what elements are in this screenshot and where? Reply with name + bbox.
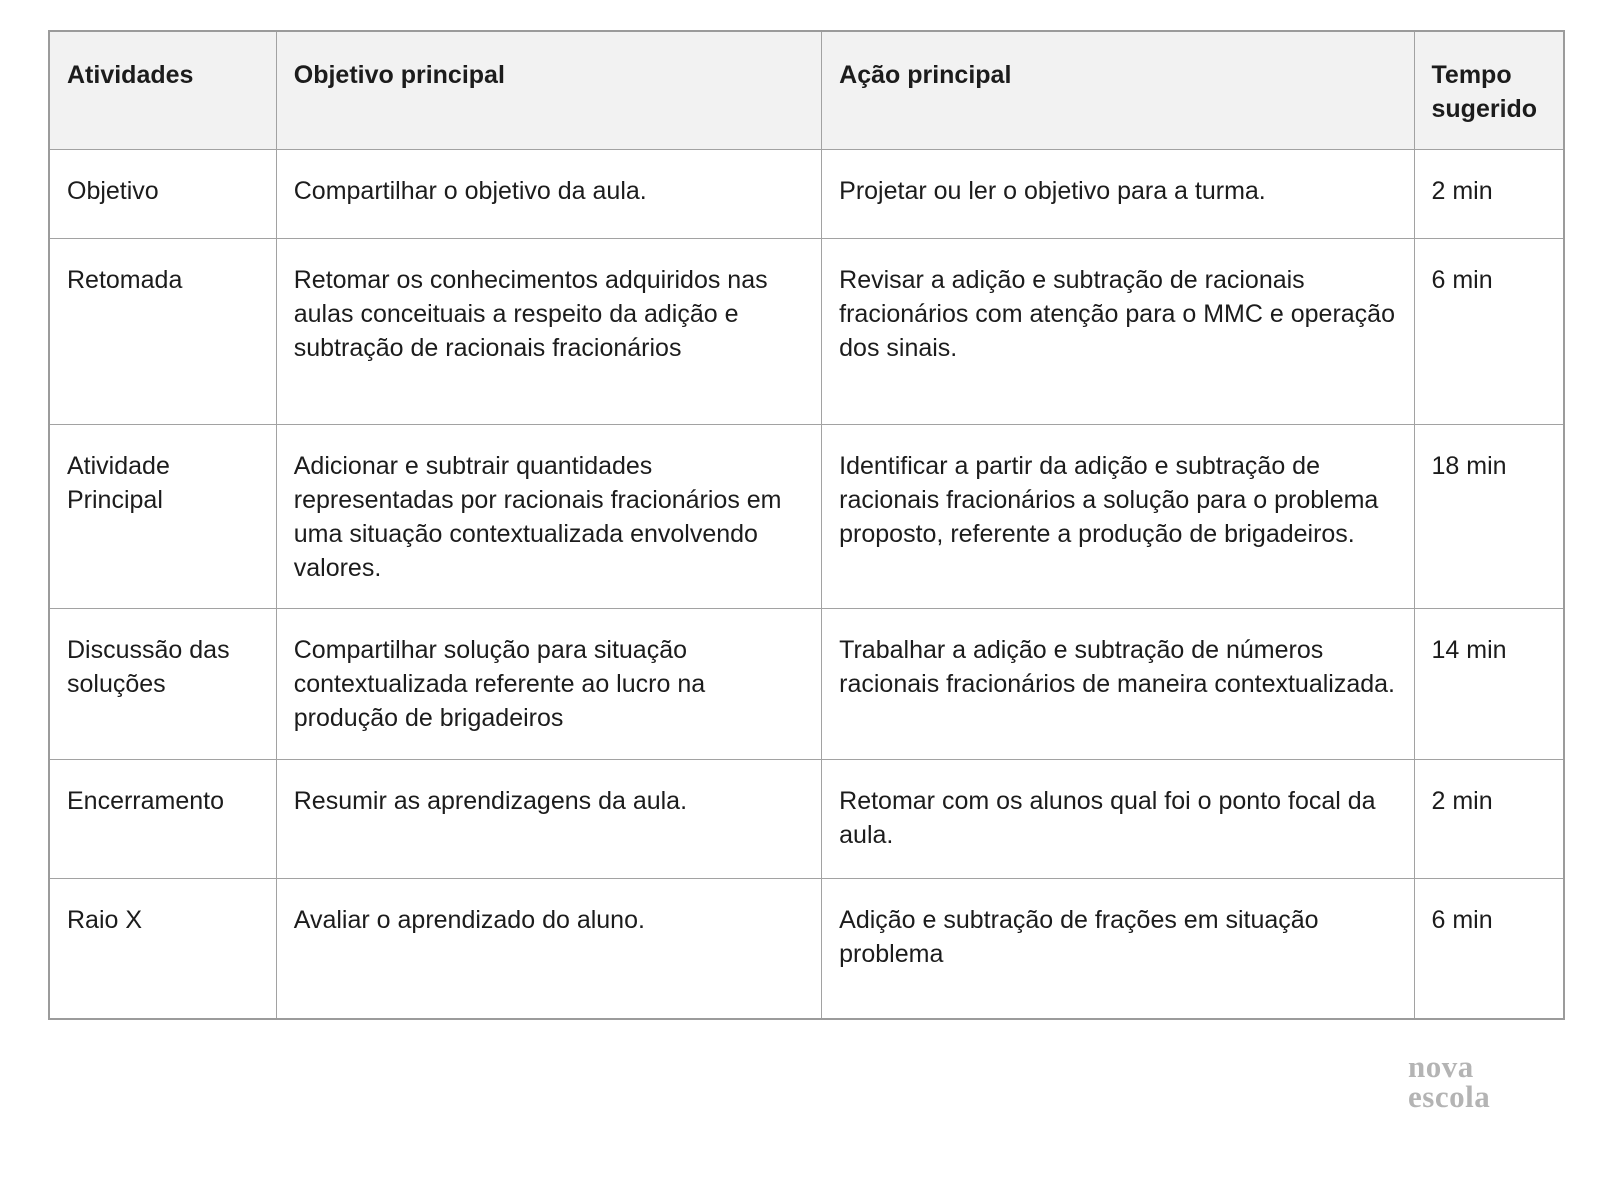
lesson-plan-table-container [48, 30, 1565, 1020]
cell-tempo: 6 min [1414, 878, 1564, 1019]
cell-atividade: Atividade Principal [49, 424, 276, 608]
cell-acao: Trabalhar a adição e subtração de números racionais fracionários de maneira contextualizada. [822, 608, 1414, 759]
cell-tempo: 2 min [1414, 759, 1564, 878]
column-header-atividades: Atividades [49, 31, 276, 149]
table-row [49, 424, 1564, 608]
table-header-row [49, 31, 1564, 149]
cell-atividade: Retomada [49, 238, 276, 424]
cell-acao: Identificar a partir da adição e subtração de racionais fracionários a solução para o problema proposto, referente a produção de brigadeiros. [822, 424, 1414, 608]
cell-tempo: 2 min [1414, 149, 1564, 238]
table-row [49, 238, 1564, 424]
cell-atividade: Objetivo [49, 149, 276, 238]
cell-objetivo: Retomar os conhecimentos adquiridos nas aulas conceituais a respeito da adição e subtração de racionais fracionários [276, 238, 821, 424]
cell-objetivo: Compartilhar o objetivo da aula. [276, 149, 821, 238]
table-row [49, 878, 1564, 1019]
cell-tempo: 18 min [1414, 424, 1564, 608]
table-row [49, 149, 1564, 238]
table-row [49, 608, 1564, 759]
cell-acao: Adição e subtração de frações em situação problema [822, 878, 1414, 1019]
column-header-acao-principal: Ação principal [822, 31, 1414, 149]
cell-acao: Revisar a adição e subtração de racionais fracionários com atenção para o MMC e operação dos sinais. [822, 238, 1414, 424]
column-header-objetivo-principal: Objetivo principal [276, 31, 821, 149]
cell-atividade: Encerramento [49, 759, 276, 878]
cell-tempo: 6 min [1414, 238, 1564, 424]
cell-objetivo: Resumir as aprendizagens da aula. [276, 759, 821, 878]
logo-line-1: nova [1408, 1049, 1474, 1084]
cell-atividade: Discussão das soluções [49, 608, 276, 759]
cell-objetivo: Compartilhar solução para situação contextualizada referente ao lucro na produção de brigadeiros [276, 608, 821, 759]
cell-objetivo: Adicionar e subtrair quantidades representadas por racionais fracionários em uma situação contextualizada envolvendo valores. [276, 424, 821, 608]
lesson-plan-table [48, 30, 1565, 1020]
cell-atividade: Raio X [49, 878, 276, 1019]
cell-acao: Projetar ou ler o objetivo para a turma. [822, 149, 1414, 238]
logo-line-2: escola [1408, 1079, 1491, 1115]
cell-acao: Retomar com os alunos qual foi o ponto focal da aula. [822, 759, 1414, 878]
cell-tempo: 14 min [1414, 608, 1564, 759]
nova-escola-logo [1408, 1049, 1491, 1115]
column-header-tempo-sugerido: Tempo sugerido [1414, 31, 1564, 149]
table-row [49, 759, 1564, 878]
cell-objetivo: Avaliar o aprendizado do aluno. [276, 878, 821, 1019]
